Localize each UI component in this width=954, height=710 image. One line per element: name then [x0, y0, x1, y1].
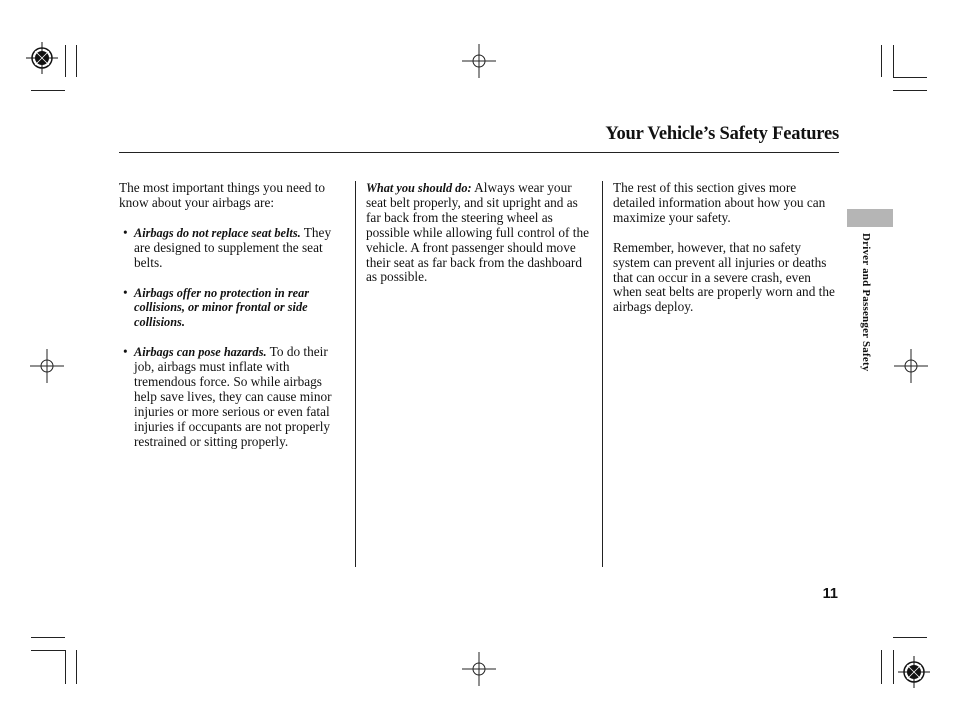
bullet-lead: Airbags can pose hazards.: [134, 345, 267, 360]
crosshair-icon: [30, 349, 64, 383]
list-item: [119, 226, 347, 271]
column-right: [613, 181, 841, 315]
header-rule: [119, 152, 839, 153]
list-item: [119, 345, 347, 449]
crosshair-icon: [462, 652, 496, 686]
crosshair-icon: [462, 44, 496, 78]
list-item: [119, 286, 347, 331]
page-number: 11: [822, 586, 838, 602]
page-title: Your Vehicle’s Safety Features: [605, 124, 839, 144]
bullet-lead: Airbags offer no protection in rear collisions, or minor frontal or side collisions.: [134, 285, 310, 330]
paragraph-text: Remember, however, that no safety system can prevent all injuries or deaths that can occur in a severe crash, even when seat belts are properly worn and the airbags deploy.: [613, 239, 835, 315]
column-divider: [602, 181, 603, 567]
registration-target-icon: [898, 656, 930, 688]
crosshair-icon: [894, 349, 928, 383]
paragraph-lead: What you should do:: [366, 181, 472, 195]
bullet-lead: Airbags do not replace seat belts.: [134, 225, 301, 240]
bullet-text: They are designed to supplement the seat belts.: [134, 224, 332, 270]
column-middle: [366, 181, 592, 285]
section-tab: [847, 209, 893, 227]
bullet-icon: •: [123, 344, 128, 360]
column-left: [119, 181, 347, 450]
bullet-icon: •: [123, 284, 128, 300]
paragraph-text: The rest of this section gives more detailed information about how you can maximize your safety.: [613, 180, 826, 225]
registration-target-icon: [26, 42, 58, 74]
bullet-icon: •: [123, 224, 128, 240]
column-divider: [355, 181, 356, 567]
section-label: Driver and Passenger Safety: [860, 233, 872, 372]
paragraph-text: Always wear your seat belt properly, and sit upright and as far back from the steering wheel as possible while allowing full control of the vehicle. A front passenger should move their seat as far back from the dashboard as possible.: [366, 180, 590, 285]
bullet-text: To do their job, airbags must inflate with tremendous force. So while airbags help save lives, they can cause minor injuries or more serious or even fatal injuries if occupants are not properly restrained or sitting properly.: [134, 344, 332, 449]
intro-text: The most important things you need to know about your airbags are:: [119, 180, 326, 210]
